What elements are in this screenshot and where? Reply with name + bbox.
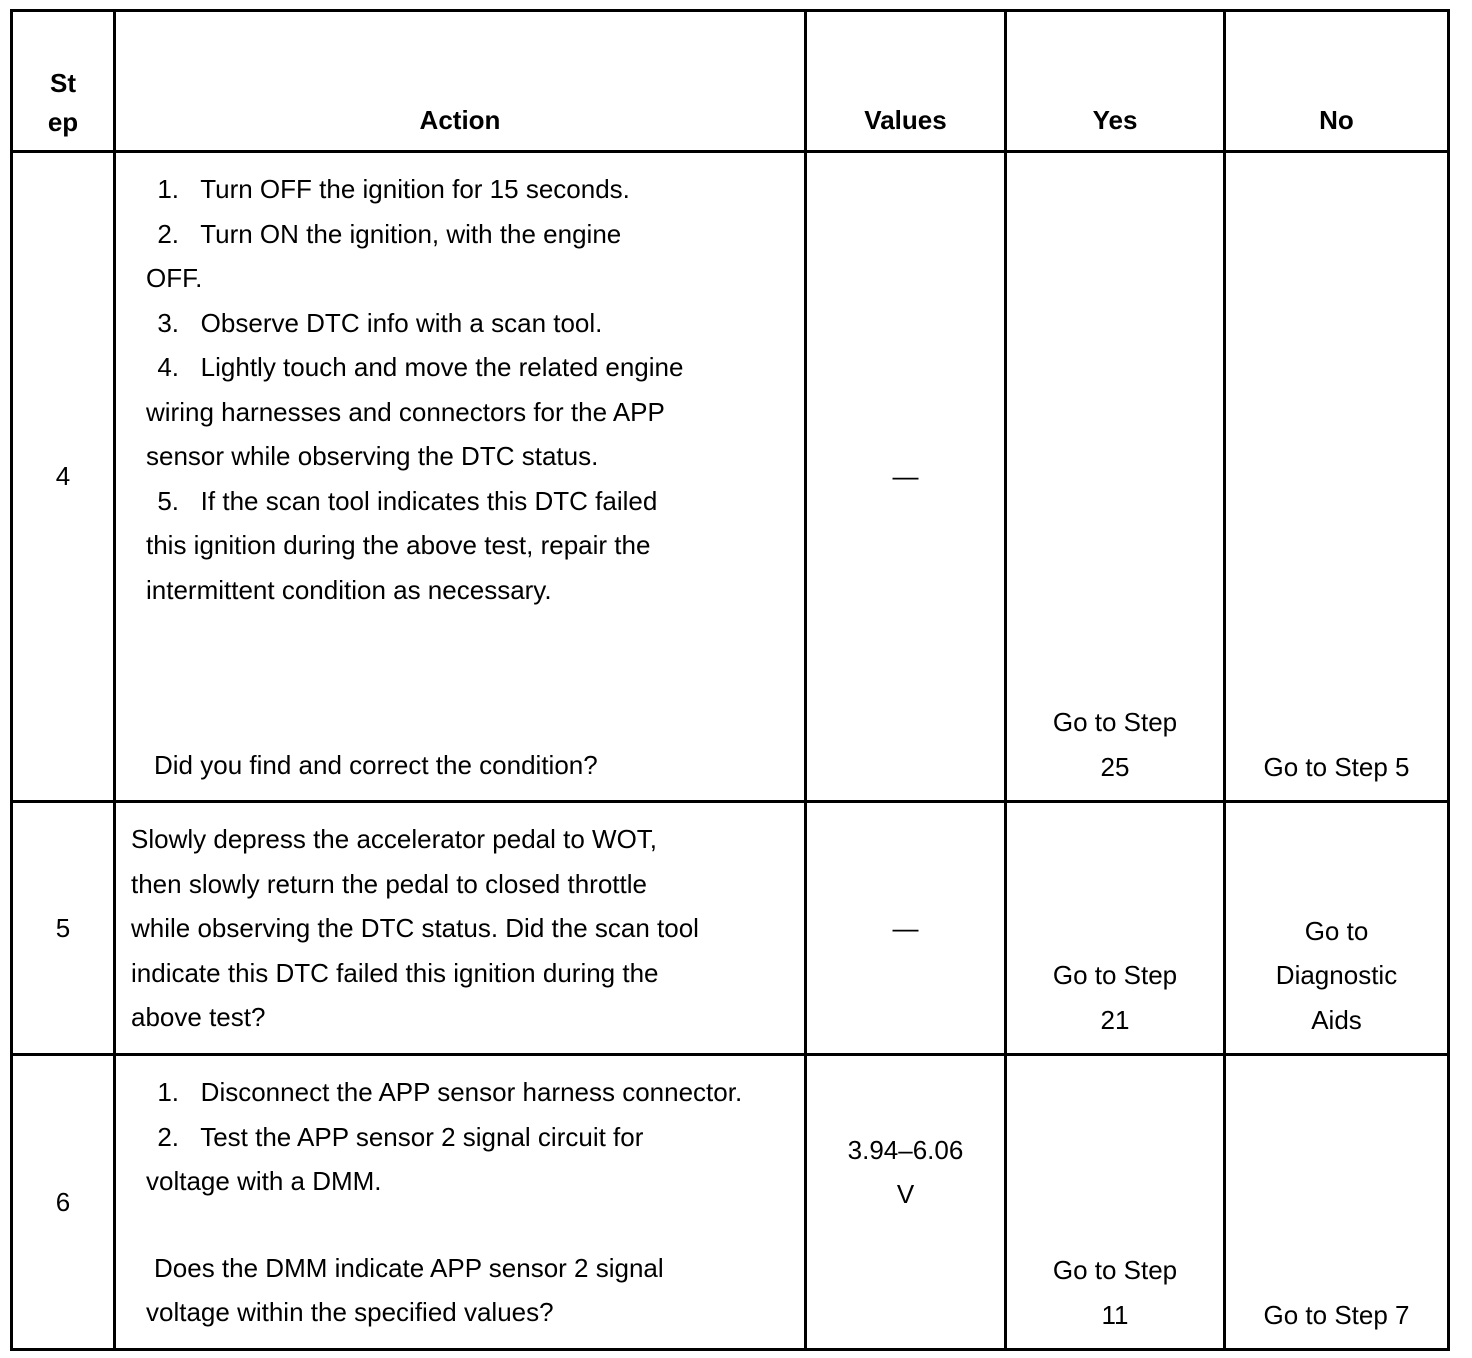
action-text: indicate this DTC failed this ignition during the	[131, 957, 659, 988]
question-text: Did you find and correct the condition?	[154, 750, 598, 780]
no-text: Aids	[1311, 1004, 1362, 1035]
spacer	[131, 1204, 804, 1246]
no-text: Go to Step 7	[1263, 1299, 1410, 1330]
yes-text: 25	[1100, 751, 1130, 782]
list-item	[131, 1115, 804, 1160]
action-cell	[115, 1055, 806, 1350]
item-text: wiring harnesses and connectors for the APP	[146, 396, 665, 427]
item-text: voltage with a DMM.	[146, 1166, 382, 1196]
action-cell	[115, 152, 806, 802]
item-number: 2.	[157, 1121, 179, 1152]
no-text: Diagnostic	[1275, 960, 1398, 990]
question-text: Does the DMM indicate APP sensor 2 signal	[154, 1252, 664, 1283]
values-cell	[806, 1055, 1006, 1350]
no-cell	[1225, 152, 1449, 802]
table-row	[12, 152, 1449, 802]
item-text: Turn ON the ignition, with the engine	[200, 218, 622, 249]
item-text: intermittent condition as necessary.	[146, 574, 552, 605]
list-item	[131, 345, 804, 390]
list-item	[131, 301, 804, 346]
question-text: voltage within the specified values?	[146, 1297, 554, 1327]
values-cell: —	[806, 802, 1006, 1055]
spacer	[131, 612, 804, 743]
item-text: sensor while observing the DTC status.	[146, 441, 599, 471]
diagnostic-table	[10, 9, 1450, 1351]
yes-text: Go to Step	[1052, 707, 1178, 737]
item-text: Observe DTC info with a scan tool.	[200, 307, 603, 338]
header-values: Values	[806, 11, 1006, 152]
item-number: 4.	[157, 352, 179, 382]
item-number: 1.	[157, 1077, 179, 1107]
value-text: 3.94–6.06	[847, 1134, 964, 1165]
values-cell: —	[806, 152, 1006, 802]
action-text: above test?	[131, 1002, 266, 1032]
list-item	[131, 212, 804, 257]
step-number: 4	[12, 152, 115, 802]
header-row	[12, 11, 1449, 152]
value-text: V	[896, 1179, 915, 1209]
header-step	[12, 11, 115, 152]
item-number: 2.	[157, 218, 179, 249]
action-text: then slowly return the pedal to closed throttle	[131, 868, 647, 899]
yes-text: 11	[1101, 1299, 1129, 1330]
item-number: 1.	[157, 174, 179, 204]
no-cell	[1225, 1055, 1449, 1350]
header-yes: Yes	[1006, 11, 1225, 152]
step-number: 5	[12, 802, 115, 1055]
no-cell	[1225, 802, 1449, 1055]
header-action: Action	[115, 11, 806, 152]
action-text: Slowly depress the accelerator pedal to WOT,	[131, 824, 658, 854]
list-item	[131, 1070, 804, 1115]
yes-cell	[1006, 1055, 1225, 1350]
item-text: Turn OFF the ignition for 15 seconds.	[200, 174, 630, 204]
no-text: Go to Step 5	[1263, 751, 1410, 782]
item-text: If the scan tool indicates this DTC failed	[200, 485, 658, 516]
yes-cell	[1006, 152, 1225, 802]
item-number: 3.	[157, 307, 179, 338]
header-no: No	[1225, 11, 1449, 152]
header-step-line2: ep	[47, 107, 79, 137]
list-item	[131, 479, 804, 524]
item-text: Lightly touch and move the related engine	[200, 352, 684, 382]
no-text: Go to	[1304, 915, 1369, 946]
header-step-line1: St	[50, 68, 76, 98]
table-row	[12, 802, 1449, 1055]
list-item	[131, 167, 804, 212]
action-cell	[115, 802, 806, 1055]
item-text: Test the APP sensor 2 signal circuit for	[200, 1121, 644, 1152]
action-text: while observing the DTC status. Did the scan tool	[131, 913, 699, 943]
yes-text: Go to Step	[1052, 960, 1178, 990]
yes-text: Go to Step	[1052, 1255, 1178, 1285]
step-number: 6	[12, 1055, 115, 1350]
item-text: Disconnect the APP sensor harness connector.	[200, 1077, 743, 1107]
item-text: OFF.	[146, 263, 203, 293]
item-text: this ignition during the above test, repair the	[146, 530, 651, 560]
table-row	[12, 1055, 1449, 1350]
item-number: 5.	[157, 485, 179, 516]
yes-text: 21	[1100, 1004, 1130, 1035]
yes-cell	[1006, 802, 1225, 1055]
